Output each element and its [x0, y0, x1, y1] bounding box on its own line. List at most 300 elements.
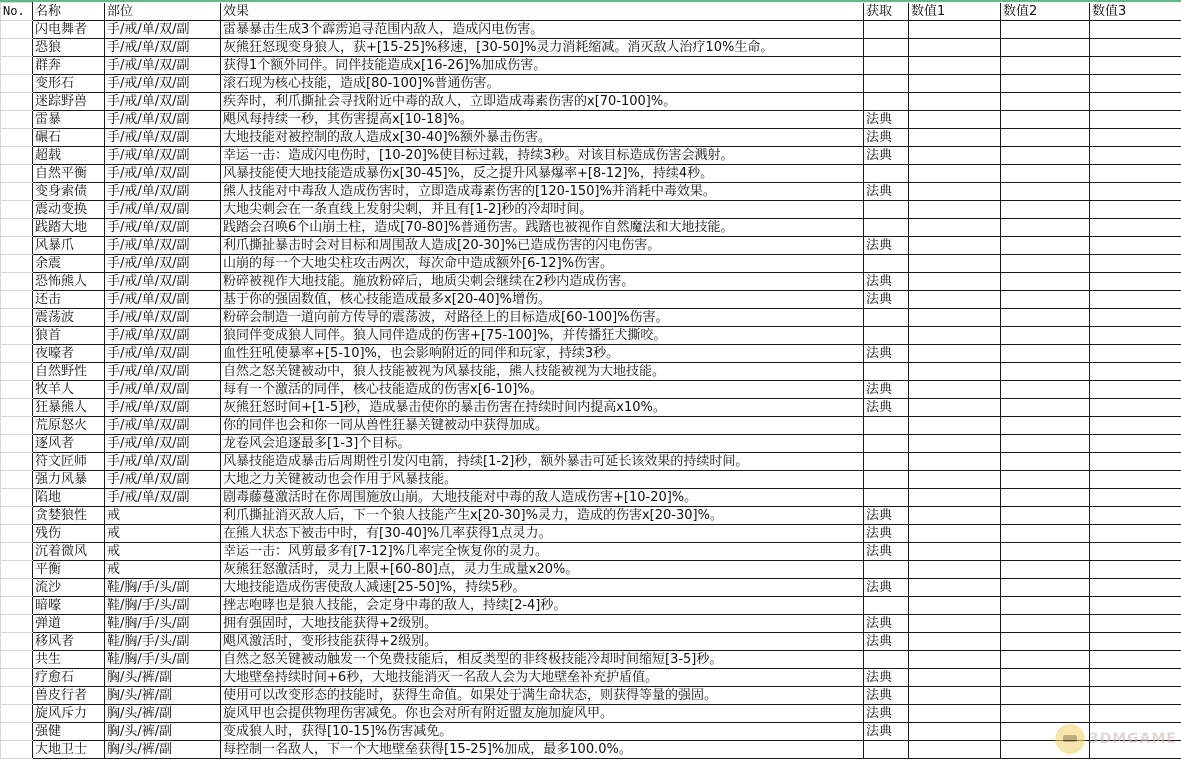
value1-cell[interactable]	[909, 525, 1001, 543]
source-cell[interactable]: 法典	[864, 291, 909, 309]
effect-cell[interactable]: 雷暴暴击生成3个霹雳追寻范围内敌人，造成闪电伤害。	[221, 21, 864, 39]
value2-cell[interactable]	[1001, 21, 1090, 39]
row-number-cell[interactable]	[1, 381, 33, 399]
source-cell[interactable]: 法典	[864, 507, 909, 525]
value3-cell[interactable]	[1090, 93, 1181, 111]
value1-cell[interactable]	[909, 435, 1001, 453]
header-source[interactable]: 获取	[864, 3, 909, 21]
value3-cell[interactable]	[1090, 327, 1181, 345]
effect-cell[interactable]: 使用可以改变形态的技能时，获得生命值。如果处于满生命状态，则获得等量的强固。	[221, 687, 864, 705]
source-cell[interactable]: 法典	[864, 273, 909, 291]
value2-cell[interactable]	[1001, 363, 1090, 381]
row-number-cell[interactable]	[1, 507, 33, 525]
effect-cell[interactable]: 大地尖刺会在一条直线上发射尖刺，并且有[1-2]秒的冷却时间。	[221, 201, 864, 219]
row-number-cell[interactable]	[1, 291, 33, 309]
name-cell[interactable]: 闪电舞者	[33, 21, 105, 39]
source-cell[interactable]	[864, 489, 909, 507]
name-cell[interactable]: 大地卫士	[33, 741, 105, 759]
effect-cell[interactable]: 变成狼人时，获得[10-15]%伤害减免。	[221, 723, 864, 741]
slot-cell[interactable]: 手/戒/单/双/副	[105, 291, 221, 309]
slot-cell[interactable]: 手/戒/单/双/副	[105, 363, 221, 381]
effect-cell[interactable]: 熊人技能对中毒敌人造成伤害时，立即造成毒素伤害的[120-150]%并消耗中毒效果。	[221, 183, 864, 201]
effect-cell[interactable]: 旋风甲也会提供物理伤害减免。你也会对所有附近盟友施加旋风甲。	[221, 705, 864, 723]
value1-cell[interactable]	[909, 21, 1001, 39]
effect-cell[interactable]: 践踏会召唤6个山崩土柱，造成[70-80]%普通伤害。践踏也被视作自然魔法和大地技能。	[221, 219, 864, 237]
value2-cell[interactable]	[1001, 111, 1090, 129]
value3-cell[interactable]	[1090, 687, 1181, 705]
header-name[interactable]: 名称	[33, 3, 105, 21]
name-cell[interactable]: 移风者	[33, 633, 105, 651]
value3-cell[interactable]	[1090, 507, 1181, 525]
value1-cell[interactable]	[909, 291, 1001, 309]
value2-cell[interactable]	[1001, 93, 1090, 111]
effect-cell[interactable]: 剧毒藤蔓激活时在你周围施放山崩。大地技能对中毒的敌人造成伤害+[10-20]%。	[221, 489, 864, 507]
row-number-cell[interactable]	[1, 453, 33, 471]
row-number-cell[interactable]	[1, 525, 33, 543]
row-number-cell[interactable]	[1, 129, 33, 147]
value1-cell[interactable]	[909, 507, 1001, 525]
value3-cell[interactable]	[1090, 147, 1181, 165]
value1-cell[interactable]	[909, 273, 1001, 291]
slot-cell[interactable]: 手/戒/单/双/副	[105, 327, 221, 345]
source-cell[interactable]	[864, 57, 909, 75]
value3-cell[interactable]	[1090, 543, 1181, 561]
value2-cell[interactable]	[1001, 417, 1090, 435]
effect-cell[interactable]: 大地壁垒持续时间+6秒，大地技能消灭一名敌人会为大地壁垒补充护盾值。	[221, 669, 864, 687]
value2-cell[interactable]	[1001, 561, 1090, 579]
name-cell[interactable]: 沉着微风	[33, 543, 105, 561]
value3-cell[interactable]	[1090, 345, 1181, 363]
value2-cell[interactable]	[1001, 345, 1090, 363]
name-cell[interactable]: 还击	[33, 291, 105, 309]
slot-cell[interactable]: 手/戒/单/双/副	[105, 219, 221, 237]
slot-cell[interactable]: 手/戒/单/双/副	[105, 93, 221, 111]
source-cell[interactable]	[864, 651, 909, 669]
source-cell[interactable]: 法典	[864, 687, 909, 705]
value3-cell[interactable]	[1090, 417, 1181, 435]
value2-cell[interactable]	[1001, 507, 1090, 525]
source-cell[interactable]	[864, 741, 909, 759]
effect-cell[interactable]: 大地之力关键被动也会作用于风暴技能。	[221, 471, 864, 489]
name-cell[interactable]: 残伤	[33, 525, 105, 543]
value3-cell[interactable]	[1090, 39, 1181, 57]
effect-cell[interactable]: 狼同伴变成狼人同伴。狼人同伴造成的伤害+[75-100]%，并传播狂犬撕咬。	[221, 327, 864, 345]
value1-cell[interactable]	[909, 345, 1001, 363]
value2-cell[interactable]	[1001, 291, 1090, 309]
effect-cell[interactable]: 疾奔时，利爪撕扯会寻找附近中毒的敌人，立即造成毒素伤害的x[70-100]%。	[221, 93, 864, 111]
value2-cell[interactable]	[1001, 39, 1090, 57]
effect-cell[interactable]: 挫志咆哮也是狼人技能，会定身中毒的敌人，持续[2-4]秒。	[221, 597, 864, 615]
row-number-cell[interactable]	[1, 669, 33, 687]
source-cell[interactable]: 法典	[864, 543, 909, 561]
effect-cell[interactable]: 滚石现为核心技能，造成[80-100]%普通伤害。	[221, 75, 864, 93]
slot-cell[interactable]: 手/戒/单/双/副	[105, 75, 221, 93]
source-cell[interactable]: 法典	[864, 129, 909, 147]
value1-cell[interactable]	[909, 255, 1001, 273]
value1-cell[interactable]	[909, 489, 1001, 507]
value1-cell[interactable]	[909, 543, 1001, 561]
effect-cell[interactable]: 大地技能对被控制的敌人造成x[30-40]%额外暴击伤害。	[221, 129, 864, 147]
source-cell[interactable]	[864, 255, 909, 273]
name-cell[interactable]: 暗嚎	[33, 597, 105, 615]
value1-cell[interactable]	[909, 579, 1001, 597]
source-cell[interactable]	[864, 219, 909, 237]
row-number-cell[interactable]	[1, 561, 33, 579]
slot-cell[interactable]: 胸/头/裤/副	[105, 741, 221, 759]
value3-cell[interactable]	[1090, 219, 1181, 237]
row-number-cell[interactable]	[1, 21, 33, 39]
source-cell[interactable]: 法典	[864, 525, 909, 543]
value3-cell[interactable]	[1090, 237, 1181, 255]
source-cell[interactable]: 法典	[864, 633, 909, 651]
name-cell[interactable]: 兽皮行者	[33, 687, 105, 705]
effect-cell[interactable]: 利爪撕扯暴击时会对目标和周围敌人造成[20-30]%已造成伤害的闪电伤害。	[221, 237, 864, 255]
value2-cell[interactable]	[1001, 273, 1090, 291]
value3-cell[interactable]	[1090, 291, 1181, 309]
slot-cell[interactable]: 鞋/胸/手/头/副	[105, 579, 221, 597]
slot-cell[interactable]: 手/戒/单/双/副	[105, 309, 221, 327]
value2-cell[interactable]	[1001, 165, 1090, 183]
name-cell[interactable]: 牧羊人	[33, 381, 105, 399]
row-number-cell[interactable]	[1, 39, 33, 57]
name-cell[interactable]: 变身索债	[33, 183, 105, 201]
slot-cell[interactable]: 手/戒/单/双/副	[105, 453, 221, 471]
effect-cell[interactable]: 大地技能造成伤害使敌人减速[25-50]%，持续5秒。	[221, 579, 864, 597]
value2-cell[interactable]	[1001, 57, 1090, 75]
row-number-cell[interactable]	[1, 651, 33, 669]
value3-cell[interactable]	[1090, 255, 1181, 273]
source-cell[interactable]: 法典	[864, 237, 909, 255]
row-number-cell[interactable]	[1, 579, 33, 597]
source-cell[interactable]	[864, 561, 909, 579]
row-number-cell[interactable]	[1, 471, 33, 489]
value3-cell[interactable]	[1090, 615, 1181, 633]
source-cell[interactable]	[864, 201, 909, 219]
effect-cell[interactable]: 自然之怒关键被动中，狼人技能被视为风暴技能，熊人技能被视为大地技能。	[221, 363, 864, 381]
value3-cell[interactable]	[1090, 561, 1181, 579]
row-number-cell[interactable]	[1, 57, 33, 75]
value3-cell[interactable]	[1090, 705, 1181, 723]
header-value2[interactable]: 数值2	[1001, 3, 1090, 21]
value3-cell[interactable]	[1090, 669, 1181, 687]
name-cell[interactable]: 强力风暴	[33, 471, 105, 489]
value1-cell[interactable]	[909, 561, 1001, 579]
row-number-cell[interactable]	[1, 705, 33, 723]
row-number-cell[interactable]	[1, 219, 33, 237]
row-number-cell[interactable]	[1, 111, 33, 129]
effect-cell[interactable]: 龙卷风会追逐最多[1-3]个目标。	[221, 435, 864, 453]
name-cell[interactable]: 贪婪狼性	[33, 507, 105, 525]
row-number-cell[interactable]	[1, 363, 33, 381]
effect-cell[interactable]: 飓风激活时，变形技能获得+2级别。	[221, 633, 864, 651]
value1-cell[interactable]	[909, 237, 1001, 255]
value3-cell[interactable]	[1090, 579, 1181, 597]
value1-cell[interactable]	[909, 327, 1001, 345]
header-slot[interactable]: 部位	[105, 3, 221, 21]
source-cell[interactable]: 法典	[864, 669, 909, 687]
value2-cell[interactable]	[1001, 147, 1090, 165]
slot-cell[interactable]: 手/戒/单/双/副	[105, 345, 221, 363]
name-cell[interactable]: 自然野性	[33, 363, 105, 381]
slot-cell[interactable]: 手/戒/单/双/副	[105, 147, 221, 165]
value3-cell[interactable]	[1090, 399, 1181, 417]
value2-cell[interactable]	[1001, 183, 1090, 201]
name-cell[interactable]: 强健	[33, 723, 105, 741]
value2-cell[interactable]	[1001, 687, 1090, 705]
slot-cell[interactable]: 胸/头/裤/副	[105, 705, 221, 723]
value3-cell[interactable]	[1090, 57, 1181, 75]
name-cell[interactable]: 逐风者	[33, 435, 105, 453]
value1-cell[interactable]	[909, 399, 1001, 417]
row-number-cell[interactable]	[1, 93, 33, 111]
value3-cell[interactable]	[1090, 489, 1181, 507]
name-cell[interactable]: 流沙	[33, 579, 105, 597]
value3-cell[interactable]	[1090, 129, 1181, 147]
value2-cell[interactable]	[1001, 381, 1090, 399]
name-cell[interactable]: 疗愈石	[33, 669, 105, 687]
name-cell[interactable]: 陷地	[33, 489, 105, 507]
value3-cell[interactable]	[1090, 633, 1181, 651]
slot-cell[interactable]: 手/戒/单/双/副	[105, 129, 221, 147]
slot-cell[interactable]: 手/戒/单/双/副	[105, 273, 221, 291]
name-cell[interactable]: 弹道	[33, 615, 105, 633]
value1-cell[interactable]	[909, 417, 1001, 435]
value1-cell[interactable]	[909, 183, 1001, 201]
effect-cell[interactable]: 灰熊狂怒激活时，灵力上限+[60-80]点，灵力生成量x20%。	[221, 561, 864, 579]
value2-cell[interactable]	[1001, 453, 1090, 471]
row-number-cell[interactable]	[1, 417, 33, 435]
name-cell[interactable]: 群奔	[33, 57, 105, 75]
source-cell[interactable]: 法典	[864, 615, 909, 633]
row-number-cell[interactable]	[1, 687, 33, 705]
row-number-cell[interactable]	[1, 597, 33, 615]
effect-cell[interactable]: 灰熊狂怒时间+[1-5]秒，造成暴击使你的暴击伤害在持续时间内提高x10%。	[221, 399, 864, 417]
name-cell[interactable]: 超载	[33, 147, 105, 165]
source-cell[interactable]	[864, 165, 909, 183]
source-cell[interactable]: 法典	[864, 381, 909, 399]
value2-cell[interactable]	[1001, 435, 1090, 453]
slot-cell[interactable]: 鞋/胸/手/头/副	[105, 615, 221, 633]
effect-cell[interactable]: 粉碎会制造一道向前方传导的震荡波，对路径上的目标造成[60-100]%伤害。	[221, 309, 864, 327]
header-value1[interactable]: 数值1	[909, 3, 1001, 21]
effect-cell[interactable]: 灰熊狂怒现变身狼人，获+[15-25]%移速，[30-50]%灵力消耗缩减。消灭敌人治疗10%生命。	[221, 39, 864, 57]
row-number-cell[interactable]	[1, 255, 33, 273]
value2-cell[interactable]	[1001, 201, 1090, 219]
source-cell[interactable]	[864, 471, 909, 489]
name-cell[interactable]: 狂暴熊人	[33, 399, 105, 417]
row-number-cell[interactable]	[1, 183, 33, 201]
value3-cell[interactable]	[1090, 273, 1181, 291]
name-cell[interactable]: 平衡	[33, 561, 105, 579]
source-cell[interactable]: 法典	[864, 705, 909, 723]
source-cell[interactable]	[864, 597, 909, 615]
value3-cell[interactable]	[1090, 363, 1181, 381]
row-number-cell[interactable]	[1, 345, 33, 363]
value1-cell[interactable]	[909, 687, 1001, 705]
name-cell[interactable]: 震动变换	[33, 201, 105, 219]
effect-cell[interactable]: 风暴技能造成暴击后周期性引发闪电箭，持续[1-2]秒，额外暴击可延长该效果的持续时间。	[221, 453, 864, 471]
value1-cell[interactable]	[909, 471, 1001, 489]
value3-cell[interactable]	[1090, 21, 1181, 39]
row-number-cell[interactable]	[1, 327, 33, 345]
header-no[interactable]: No.	[1, 3, 33, 21]
value1-cell[interactable]	[909, 39, 1001, 57]
slot-cell[interactable]: 胸/头/裤/副	[105, 687, 221, 705]
name-cell[interactable]: 狼首	[33, 327, 105, 345]
value1-cell[interactable]	[909, 75, 1001, 93]
name-cell[interactable]: 震荡波	[33, 309, 105, 327]
name-cell[interactable]: 余震	[33, 255, 105, 273]
row-number-cell[interactable]	[1, 201, 33, 219]
effect-cell[interactable]: 在熊人状态下被击中时，有[30-40]%几率获得1点灵力。	[221, 525, 864, 543]
value1-cell[interactable]	[909, 93, 1001, 111]
value3-cell[interactable]	[1090, 435, 1181, 453]
value3-cell[interactable]	[1090, 165, 1181, 183]
effect-cell[interactable]: 风暴技能使大地技能造成暴伤x[30-45]%，反之提升风暴爆率+[8-12]%，持续4秒。	[221, 165, 864, 183]
source-cell[interactable]	[864, 75, 909, 93]
value1-cell[interactable]	[909, 57, 1001, 75]
effect-cell[interactable]: 血性狂吼使暴率+[5-10]%，也会影响附近的同伴和玩家，持续3秒。	[221, 345, 864, 363]
row-number-cell[interactable]	[1, 75, 33, 93]
value2-cell[interactable]	[1001, 633, 1090, 651]
row-number-cell[interactable]	[1, 399, 33, 417]
value1-cell[interactable]	[909, 705, 1001, 723]
value3-cell[interactable]	[1090, 525, 1181, 543]
name-cell[interactable]: 践踏大地	[33, 219, 105, 237]
slot-cell[interactable]: 鞋/胸/手/头/副	[105, 633, 221, 651]
source-cell[interactable]	[864, 21, 909, 39]
slot-cell[interactable]: 手/戒/单/双/副	[105, 39, 221, 57]
effect-cell[interactable]: 获得1个额外同伴。同伴技能造成x[16-26]%加成伤害。	[221, 57, 864, 75]
header-effect[interactable]: 效果	[221, 3, 864, 21]
value2-cell[interactable]	[1001, 651, 1090, 669]
slot-cell[interactable]: 手/戒/单/双/副	[105, 21, 221, 39]
source-cell[interactable]: 法典	[864, 111, 909, 129]
source-cell[interactable]	[864, 363, 909, 381]
effect-cell[interactable]: 自然之怒关键被动触发一个免费技能后，相反类型的非终极技能冷却时间缩短[3-5]秒。	[221, 651, 864, 669]
value2-cell[interactable]	[1001, 705, 1090, 723]
value2-cell[interactable]	[1001, 489, 1090, 507]
value2-cell[interactable]	[1001, 579, 1090, 597]
row-number-cell[interactable]	[1, 309, 33, 327]
slot-cell[interactable]: 手/戒/单/双/副	[105, 399, 221, 417]
source-cell[interactable]	[864, 309, 909, 327]
row-number-cell[interactable]	[1, 543, 33, 561]
source-cell[interactable]	[864, 417, 909, 435]
name-cell[interactable]: 旋风斥力	[33, 705, 105, 723]
name-cell[interactable]: 变形石	[33, 75, 105, 93]
effect-cell[interactable]: 拥有强固时，大地技能获得+2级别。	[221, 615, 864, 633]
effect-cell[interactable]: 利爪撕扯消灭敌人后，下一个狼人技能产生x[20-30]%灵力，造成的伤害x[20-30]%。	[221, 507, 864, 525]
value1-cell[interactable]	[909, 363, 1001, 381]
value2-cell[interactable]	[1001, 399, 1090, 417]
value3-cell[interactable]	[1090, 453, 1181, 471]
source-cell[interactable]: 法典	[864, 147, 909, 165]
value2-cell[interactable]	[1001, 615, 1090, 633]
name-cell[interactable]: 风暴爪	[33, 237, 105, 255]
source-cell[interactable]	[864, 93, 909, 111]
slot-cell[interactable]: 手/戒/单/双/副	[105, 417, 221, 435]
value1-cell[interactable]	[909, 453, 1001, 471]
name-cell[interactable]: 恐狼	[33, 39, 105, 57]
name-cell[interactable]: 共生	[33, 651, 105, 669]
value1-cell[interactable]	[909, 147, 1001, 165]
name-cell[interactable]: 夜嚎者	[33, 345, 105, 363]
row-number-cell[interactable]	[1, 723, 33, 741]
name-cell[interactable]: 雷暴	[33, 111, 105, 129]
value3-cell[interactable]	[1090, 309, 1181, 327]
value3-cell[interactable]	[1090, 75, 1181, 93]
value1-cell[interactable]	[909, 633, 1001, 651]
value1-cell[interactable]	[909, 669, 1001, 687]
row-number-cell[interactable]	[1, 741, 33, 759]
value1-cell[interactable]	[909, 219, 1001, 237]
effect-cell[interactable]: 每控制一名敌人，下一个大地壁垒获得[15-25]%加成，最多100.0%。	[221, 741, 864, 759]
value3-cell[interactable]	[1090, 651, 1181, 669]
source-cell[interactable]	[864, 327, 909, 345]
value1-cell[interactable]	[909, 741, 1001, 759]
slot-cell[interactable]: 手/戒/单/双/副	[105, 381, 221, 399]
slot-cell[interactable]: 手/戒/单/双/副	[105, 489, 221, 507]
value2-cell[interactable]	[1001, 75, 1090, 93]
slot-cell[interactable]: 手/戒/单/双/副	[105, 165, 221, 183]
value3-cell[interactable]	[1090, 381, 1181, 399]
slot-cell[interactable]: 鞋/胸/手/头/副	[105, 651, 221, 669]
source-cell[interactable]: 法典	[864, 183, 909, 201]
value3-cell[interactable]	[1090, 597, 1181, 615]
slot-cell[interactable]: 手/戒/单/双/副	[105, 111, 221, 129]
row-number-cell[interactable]	[1, 435, 33, 453]
row-number-cell[interactable]	[1, 615, 33, 633]
slot-cell[interactable]: 手/戒/单/双/副	[105, 435, 221, 453]
value2-cell[interactable]	[1001, 669, 1090, 687]
value1-cell[interactable]	[909, 111, 1001, 129]
slot-cell[interactable]: 手/戒/单/双/副	[105, 255, 221, 273]
name-cell[interactable]: 自然平衡	[33, 165, 105, 183]
value1-cell[interactable]	[909, 165, 1001, 183]
source-cell[interactable]: 法典	[864, 579, 909, 597]
value2-cell[interactable]	[1001, 525, 1090, 543]
value2-cell[interactable]	[1001, 255, 1090, 273]
value1-cell[interactable]	[909, 129, 1001, 147]
value1-cell[interactable]	[909, 651, 1001, 669]
slot-cell[interactable]: 戒	[105, 525, 221, 543]
header-value3[interactable]: 数值3	[1090, 3, 1181, 21]
value2-cell[interactable]	[1001, 471, 1090, 489]
source-cell[interactable]: 法典	[864, 345, 909, 363]
source-cell[interactable]	[864, 39, 909, 57]
row-number-cell[interactable]	[1, 633, 33, 651]
value3-cell[interactable]	[1090, 111, 1181, 129]
effect-cell[interactable]: 粉碎被视作大地技能。施放粉碎后，地质尖刺会继续在2秒内造成伤害。	[221, 273, 864, 291]
slot-cell[interactable]: 戒	[105, 543, 221, 561]
slot-cell[interactable]: 戒	[105, 561, 221, 579]
slot-cell[interactable]: 胸/头/裤/副	[105, 723, 221, 741]
effect-cell[interactable]: 基于你的强固数值，核心技能造成最多x[20-40]%增伤。	[221, 291, 864, 309]
name-cell[interactable]: 荒原怒火	[33, 417, 105, 435]
slot-cell[interactable]: 鞋/胸/手/头/副	[105, 597, 221, 615]
slot-cell[interactable]: 手/戒/单/双/副	[105, 57, 221, 75]
name-cell[interactable]: 恐怖熊人	[33, 273, 105, 291]
value3-cell[interactable]	[1090, 201, 1181, 219]
row-number-cell[interactable]	[1, 237, 33, 255]
source-cell[interactable]	[864, 435, 909, 453]
slot-cell[interactable]: 手/戒/单/双/副	[105, 201, 221, 219]
value2-cell[interactable]	[1001, 219, 1090, 237]
row-number-cell[interactable]	[1, 147, 33, 165]
effect-cell[interactable]: 你的同伴也会和你一同从兽性狂暴关键被动中获得加成。	[221, 417, 864, 435]
value3-cell[interactable]	[1090, 471, 1181, 489]
